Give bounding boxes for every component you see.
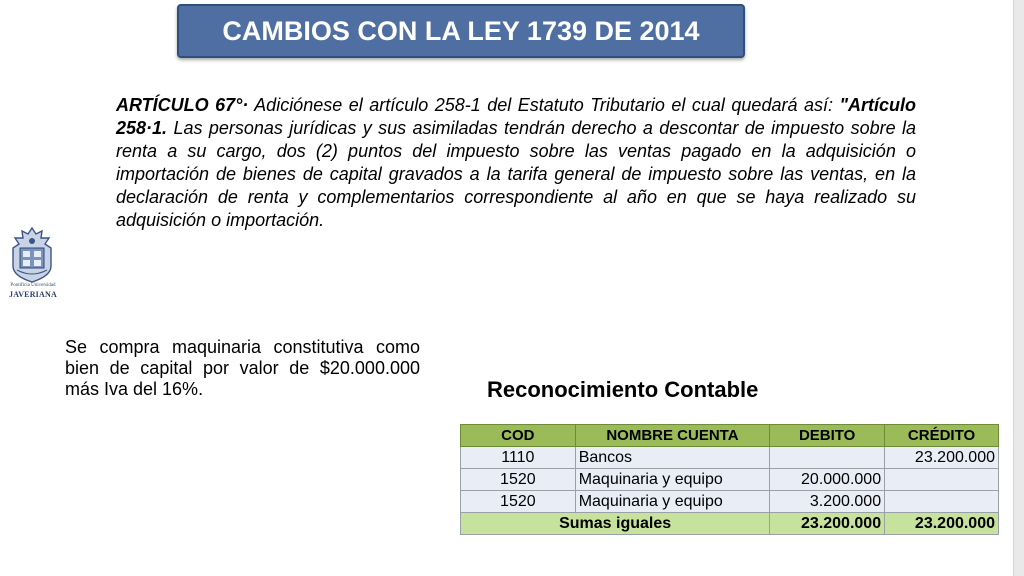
table-header-row bbox=[461, 425, 999, 447]
cell-credit bbox=[885, 469, 999, 491]
header-cod: COD bbox=[461, 425, 576, 447]
university-seal-icon bbox=[5, 226, 59, 284]
cell-debit: 3.200.000 bbox=[770, 491, 885, 513]
cell-cod: 1110 bbox=[461, 447, 576, 469]
cell-cod: 1520 bbox=[461, 469, 576, 491]
cell-account-name: Maquinaria y equipo bbox=[575, 469, 770, 491]
slide-title: CAMBIOS CON LA LEY 1739 DE 2014 bbox=[177, 4, 745, 58]
total-label: Sumas iguales bbox=[461, 513, 770, 535]
cell-credit bbox=[885, 491, 999, 513]
header-debit: DEBITO bbox=[770, 425, 885, 447]
cell-account-name: Bancos bbox=[575, 447, 770, 469]
recognition-title: Reconocimiento Contable bbox=[487, 377, 759, 402]
university-logo bbox=[4, 226, 60, 316]
total-credit: 23.200.000 bbox=[885, 513, 999, 535]
table-row bbox=[461, 447, 999, 469]
table-total-row bbox=[461, 513, 999, 535]
accounting-table bbox=[460, 424, 999, 535]
header-credit: CRÉDITO bbox=[885, 425, 999, 447]
table-row bbox=[461, 491, 999, 513]
table-row bbox=[461, 469, 999, 491]
cell-debit bbox=[770, 447, 885, 469]
logo-line-1: Pontificia Universidad bbox=[10, 283, 56, 288]
article-text bbox=[116, 94, 916, 232]
total-debit: 23.200.000 bbox=[770, 513, 885, 535]
article-heading: ARTÍCULO 67°· bbox=[116, 95, 249, 115]
cell-debit: 20.000.000 bbox=[770, 469, 885, 491]
article-body: Las personas jurídicas y sus asimiladas tendrán derecho a descontar de impuesto sobre la renta a su cargo, dos (2) puntos del impuesto sobre las ventas pagado en la adquisición o importación de bienes de capital gravados a la tarifa general de impuesto sobre las ventas, en la declaración de renta y complementarios correspondiente al año en que se haya realizado su adquisición o importación. bbox=[116, 118, 916, 230]
right-scrollbar[interactable] bbox=[1013, 0, 1024, 576]
logo-line-2: JAVERIANA bbox=[9, 290, 57, 299]
cell-account-name: Maquinaria y equipo bbox=[575, 491, 770, 513]
cell-cod: 1520 bbox=[461, 491, 576, 513]
article-intro: Adiciónese el artículo 258-1 del Estatuto Tributario el cual quedará así: bbox=[248, 95, 840, 115]
cell-credit: 23.200.000 bbox=[885, 447, 999, 469]
article-reference: "Artículo 258·1. bbox=[116, 95, 916, 138]
header-account-name: NOMBRE CUENTA bbox=[575, 425, 770, 447]
purchase-description: Se compra maquinaria constitutiva como bien de capital por valor de $20.000.000 más Iva del 16%. bbox=[65, 337, 420, 399]
